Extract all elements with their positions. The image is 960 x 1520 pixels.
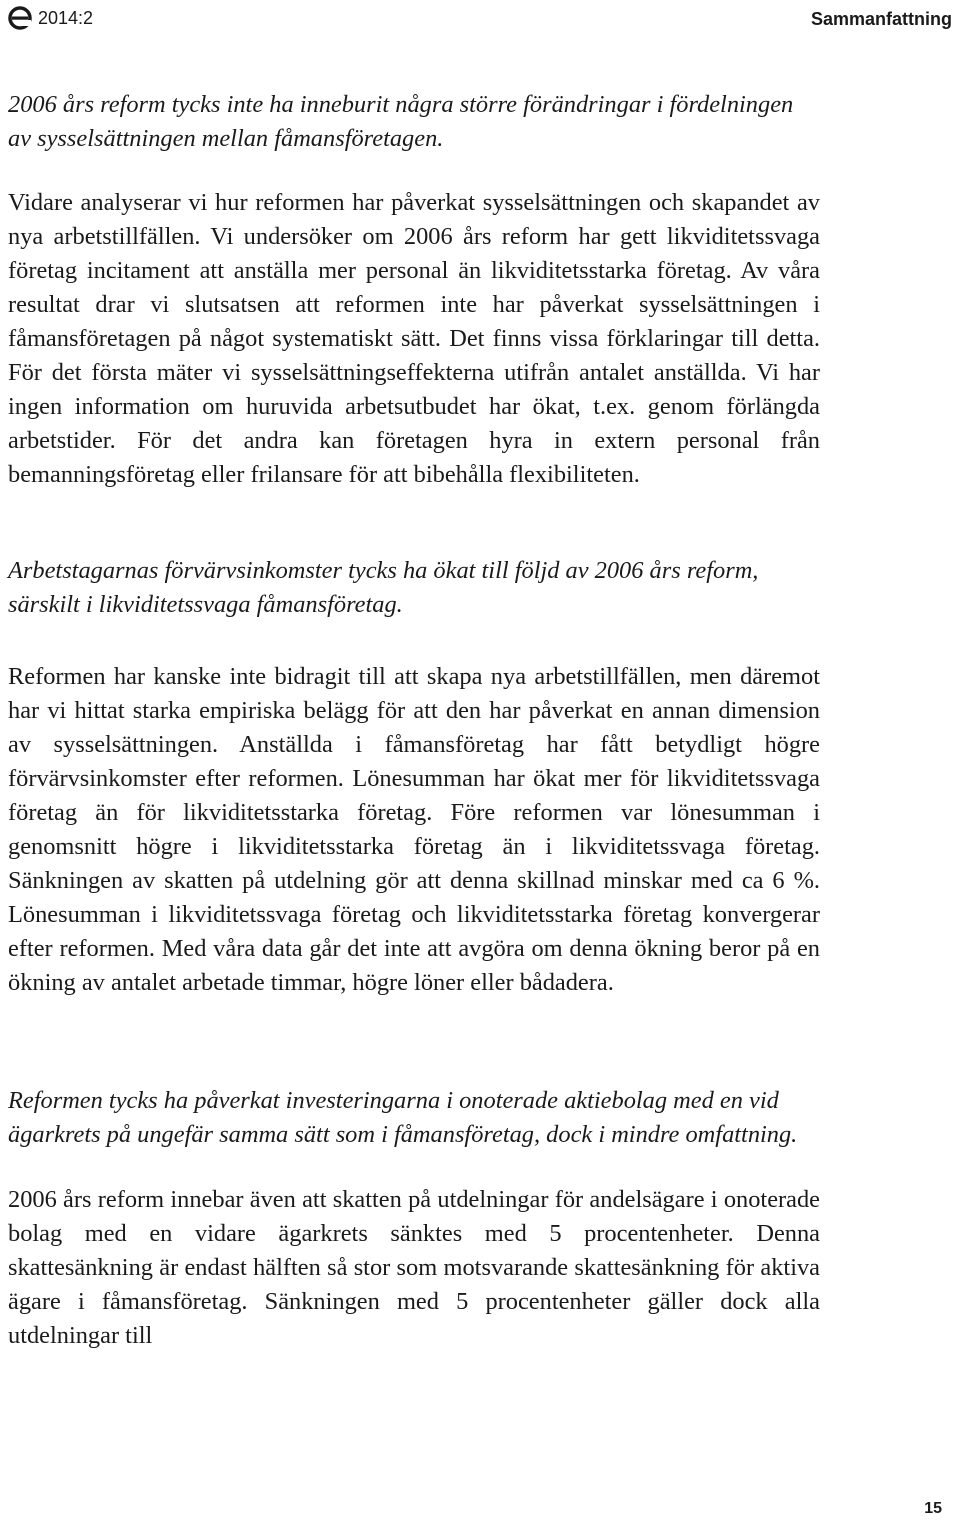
document-body <box>8 88 820 1353</box>
section-title: Sammanfattning <box>810 9 952 29</box>
report-series-number: 2014:2 <box>38 8 94 28</box>
page-header <box>8 4 952 34</box>
body-paragraph-1: Vidare analyserar vi hur reformen har påverkat sysselsättningen och skapandet av nya arbetstillfällen. Vi undersöker om 2006 års reform har gett likviditetssvaga företag incitament att anställa mer personal än likviditetsstarka företag. Av våra resultat drar vi slutsatsen att reformen inte har påverkat sysselsättningen i fåmansföretagen på något systematiskt sätt. Det finns vissa förklaringar till detta. För det första mäter vi sysselsättningseffekterna utifrån antalet anställda. Vi har ingen information om huruvida arbetsutbudet har ökat, t.ex. genom förlängda arbetstider. För det andra kan företagen hyra in extern personal från bemanningsföretag eller frilansare för att bibehålla flexibiliteten. <box>8 189 820 488</box>
page-number: 15 <box>924 1500 942 1517</box>
body-paragraph-2: Reformen har kanske inte bidragit till att skapa nya arbetstillfällen, men däremot har vi hittat starka empiriska belägg för att den har påverkat en annan dimension av sysselsättningen. Anställda i fåmansföretag har fått betydligt högre förvärvsinkomster efter reformen. Lönesumman har ökat mer för likviditetssvaga företag än för likviditetsstarka företag. Före reformen var lönesumman i genomsnitt högre i likviditetsstarka företag än i likviditetssvaga företag. Sänkningen av skatten på utdelning gör att denna skillnad minskar med ca 6 %. Lönesumman i likviditetssvaga företag och likviditetsstarka företag konvergerar efter reformen. Med våra data går det inte att avgöra om denna ökning beror på en ökning av antalet arbetade timmar, högre löner eller bådadera. <box>8 663 820 996</box>
finding-heading-2: Arbetstagarnas förvärvsinkomster tycks ha ökat till följd av 2006 års reform, särskilt i likviditetssvaga fåmansföretag. <box>8 557 759 618</box>
finding-heading-1: 2006 års reform tycks inte ha inneburit några större förändringar i fördelningen av sysselsättningen mellan fåmansföretagen. <box>8 91 794 152</box>
body-paragraph-3: 2006 års reform innebar även att skatten på utdelningar för andelsägare i onoterade bolag med en vidare ägarkrets sänktes med 5 procentenheter. Denna skattesänkning är endast hälften så stor som motsvarande skattesänkning för aktiva ägare i fåmansföretag. Sänkningen med 5 procentenheter gäller dock alla utdelningar till <box>8 1186 820 1349</box>
ifau-e-logo-icon <box>8 6 32 30</box>
finding-heading-3: Reformen tycks ha påverkat investeringarna i onoterade aktiebolag med en vid ägarkrets på ungefär samma sätt som i fåmansföretag, dock i mindre omfattning. <box>8 1087 798 1148</box>
